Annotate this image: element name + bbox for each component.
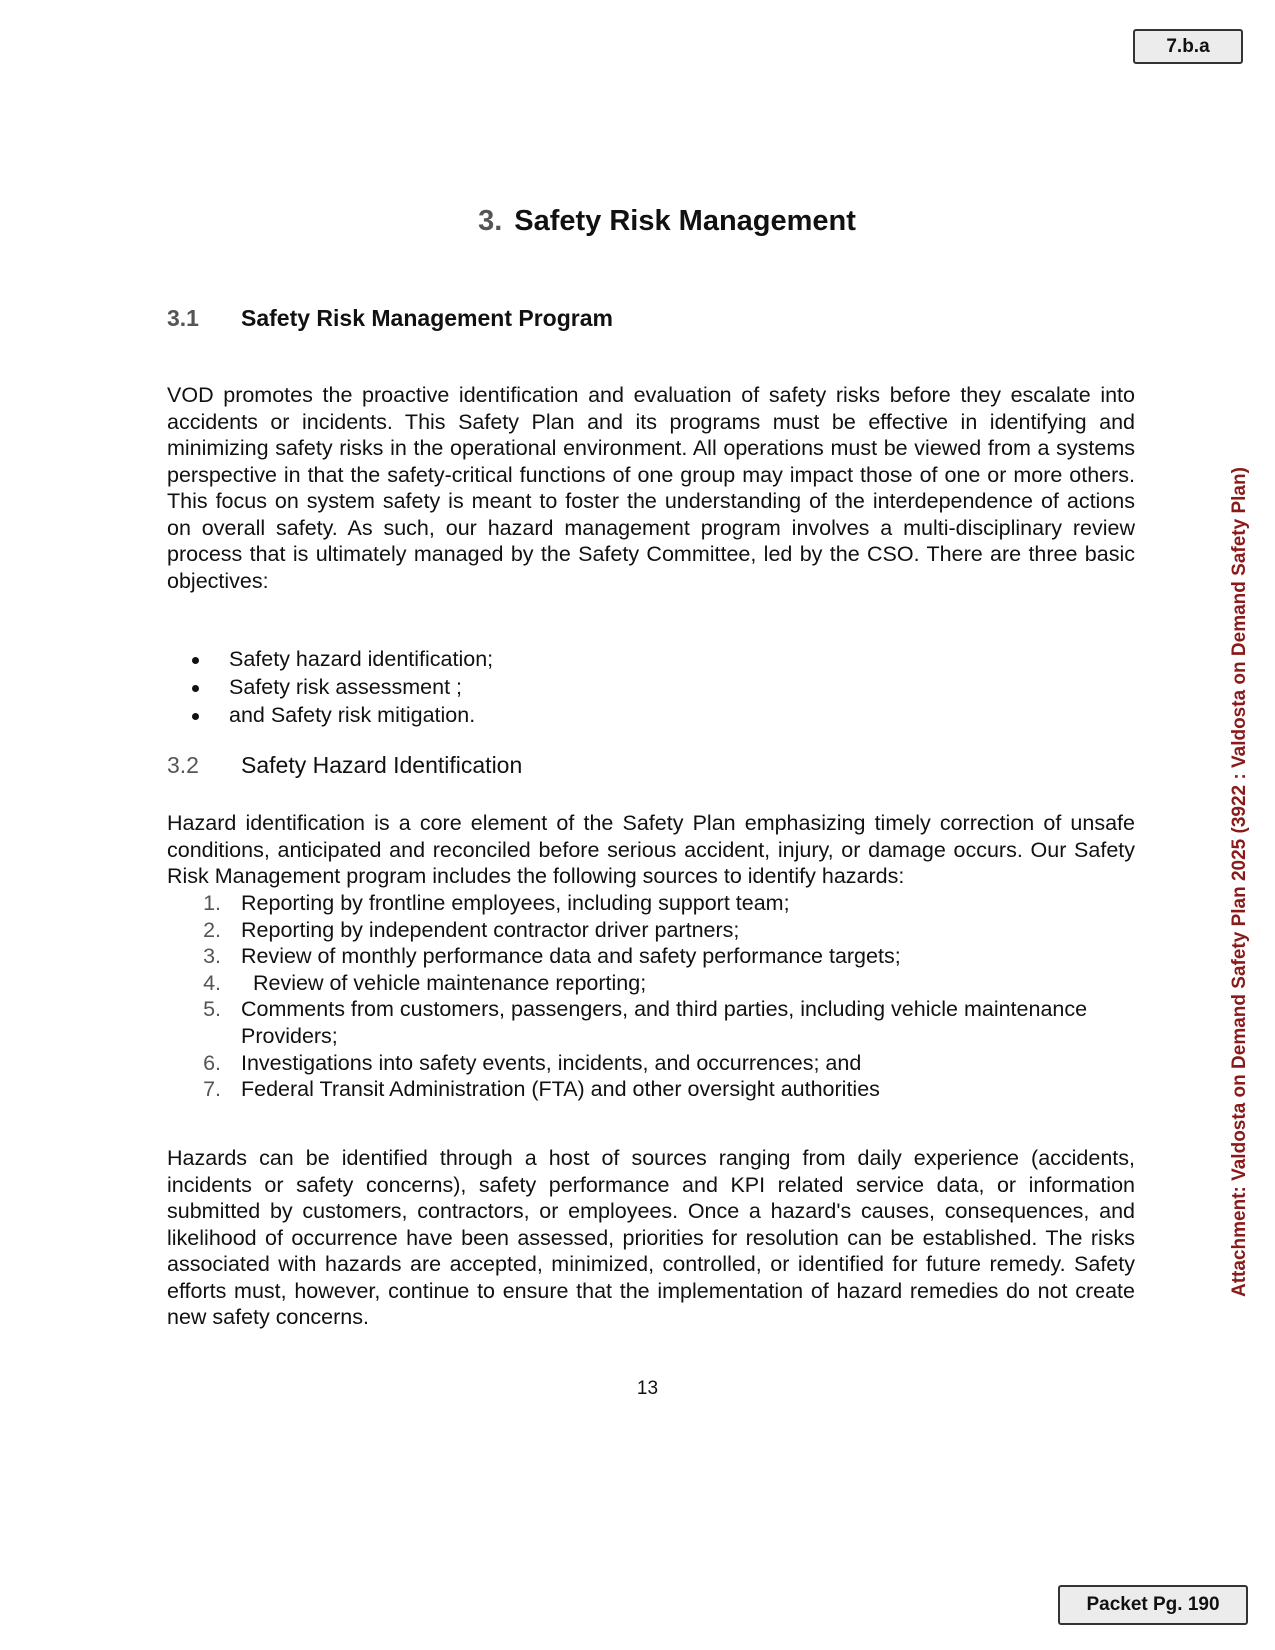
section-heading-3-2 [167, 752, 522, 779]
attachment-side-label: Attachment: Valdosta on Demand Safety Plan 2025 (3922 : Valdosta on Demand Safety Plan) [1229, 467, 1250, 1297]
list-item [167, 996, 1133, 1049]
list-number: 1. [203, 891, 221, 915]
list-item [167, 1076, 1133, 1103]
list-item: Safety risk assessment ; [167, 673, 493, 701]
list-text: Investigations into safety events, incidents, and occurrences; and [241, 1050, 862, 1075]
section-number: 3.2 [167, 752, 199, 778]
attachment-tag: 7.b.a [1133, 29, 1243, 64]
list-item [167, 970, 1133, 997]
list-text: Reporting by frontline employees, including support team; [241, 891, 790, 915]
list-text: Reporting by independent contractor driver partners; [241, 917, 740, 942]
page-title [167, 205, 1167, 238]
packet-page-label: Packet Pg. 190 [1058, 1585, 1248, 1625]
list-number: 3. [203, 944, 221, 969]
section-number: 3.1 [167, 305, 199, 331]
objectives-list [167, 645, 493, 729]
list-number: 6. [203, 1050, 221, 1075]
list-number: 7. [203, 1077, 221, 1102]
section-heading-3-1 [167, 305, 613, 332]
list-text: Comments from customers, passengers, and third parties, including vehicle maintenance Providers; [241, 997, 1088, 1048]
list-text: Federal Transit Administration (FTA) and other oversight authorities [241, 1077, 880, 1102]
list-number: 2. [203, 917, 221, 942]
section-title: Safety Hazard Identification [241, 752, 523, 778]
intro-paragraph: VOD promotes the proactive identification and evaluation of safety risks before they escalate into accidents or incidents. This Safety Plan and its programs must be effective in identifying and minimizing safety risks in the operational environment. All operations must be viewed from a systems perspective in that the safety-critical functions of one group may impact those of one or more others. This focus on system safety is meant to foster the understanding of the interdependence of actions on overall safety. As such, our hazard management program involves a multi-disciplinary review process that is ultimately managed by the Safety Committee, led by the CSO. There are three basic objectives: [167, 383, 1135, 593]
page-number: 13 [636, 1378, 659, 1399]
list-text: Review of monthly performance data and safety performance targets; [241, 944, 901, 969]
list-item [167, 917, 1133, 944]
list-number: 4. [203, 970, 221, 995]
title-text: Safety Risk Management [514, 205, 856, 237]
title-number: 3. [478, 205, 503, 237]
list-item [167, 890, 1133, 917]
hazard-sources-list [167, 890, 1133, 1103]
section-title: Safety Risk Management Program [241, 305, 613, 331]
list-item: Safety hazard identification; [167, 645, 493, 673]
list-item: and Safety risk mitigation. [167, 701, 493, 729]
list-text: Review of vehicle maintenance reporting; [253, 970, 647, 995]
list-number: 5. [203, 997, 221, 1022]
list-item [167, 1050, 1133, 1077]
list-item [167, 943, 1133, 970]
closing-paragraph: Hazards can be identified through a host of sources ranging from daily experience (accidents, incidents or safety concerns), safety performance and KPI related service data, or information submitted by customers, contractors, or employees. Once a hazard's causes, consequences, and likelihood of occurrence have been assessed, priorities for resolution can be established. The risks associated with hazards are accepted, minimized, controlled, or identified for future remedy. Safety efforts must, however, continue to ensure that the implementation of hazard remedies do not create new safety concerns. [167, 1146, 1135, 1329]
hazard-paragraph: Hazard identification is a core element of the Safety Plan emphasizing timely correction of unsafe conditions, anticipated and reconciled before serious accident, injury, or damage occurs. Our Safety Risk Management program includes the following sources to identify hazards: [167, 811, 1135, 888]
